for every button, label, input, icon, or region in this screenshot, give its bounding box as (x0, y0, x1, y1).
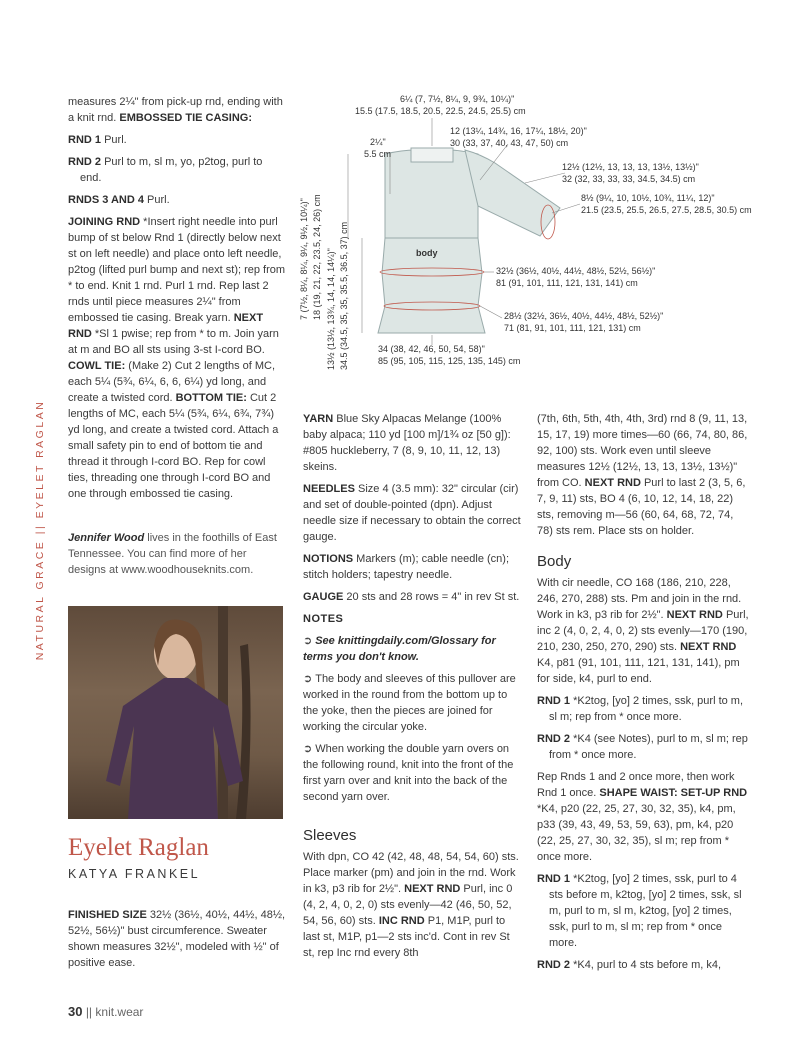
neck-width-label: 6¼ (7, 7½, 8¼, 9, 9¾, 10¼)" (400, 94, 515, 104)
casing-paragraph: measures 2¼" from pick-up rnd, ending with a knit rnd. EMBOSSED TIE CASING: (68, 96, 283, 124)
hip-cm-label: 85 (95, 105, 115, 125, 135, 145) cm (378, 356, 521, 366)
note-item: ➲ See knittingdaily.com/Glossary for terms you don't know. (303, 635, 496, 663)
sleeves-heading: Sleeves (303, 827, 357, 844)
notions-spec: NOTIONS Markers (m); cable needle (cn); stitch holders; tapestry needle. (303, 553, 510, 581)
cuff-label: 8½ (9¼, 10, 10½, 10¾, 11¼, 12)" (581, 193, 715, 203)
waist-cm-label: 71 (81, 91, 101, 111, 121, 131) cm (504, 323, 641, 333)
yoke-depth-label: 2¼" (370, 137, 386, 147)
yoke-depth-cm-label: 5.5 cm (364, 149, 392, 159)
waist-rnd-1: RND 1 *K2tog, [yo] 2 times, ssk, purl to 4 sts before m, k2tog, [yo] 2 times, ssk, sl m, purl to m, sl m, k2tog, [yo] 2 times, ssk, purl to m, sl m; rep from * once more. (537, 873, 742, 949)
note-item: ➲ The body and sleeves of this pullover are worked in the round from the bottom up to the yoke, then the pieces are joined for working the circular yoke. (303, 673, 516, 733)
waist-rnd-2: RND 2 *K4, purl to 4 sts before m, k4, (537, 959, 722, 971)
body-rnd-1: RND 1 *K2tog, [yo] 2 times, ssk, purl to m, sl m; rep from * once more. (537, 695, 744, 723)
bust-cm-label: 81 (91, 101, 111, 121, 131, 141) cm (496, 278, 638, 288)
designer-bio: Jennifer Wood lives in the foothills of East Tennessee. You can find more of her designs at www.woodhouseknits.com. (68, 532, 277, 576)
schematic-neck (411, 148, 453, 162)
joining-paragraph: JOINING RND *Insert right needle into purl bump of st below Rnd 1 (directly below next st on left needle) and place onto left needle, p2tog (lifted purl bump and next st); rep from * to end. Knit 1 rnd. Purl 1 rnd. Rep last 2 rnds until piece measures 2¼" from embossed tie casing. Break yarn. NEXT RND *Sl 1 pwise; rep from * to m. Join yarn at m and BO all sts using 3-st I-cord BO. COWL TIE: (Make 2) Cut 2 lengths of MC, each 5¼ (5¾, 6¼, 6, 6, 6¼) yd long, and create a twisted cord. BOTTOM TIE: Cut 2 lengths of MC, each 5¼ (5¾, 6¼, 6¾, 7¾) yd long, and create a twisted cord. Attach a small safety pin to end of bottom tie and thread it through I-cord BO. Rep for cowl ties, threading one through I-cord BO and one through embossed tie casing. (68, 216, 286, 500)
schematic-sleeve (465, 150, 560, 236)
section-sidebar (24, 380, 56, 680)
body-paragraph: With cir needle, CO 168 (186, 210, 228, 246, 270, 288) sts. Pm and join in the rnd. Work in k3, p3 rib for 2½". NEXT RND Purl, inc 2 (4, 0, 2, 4, 0, 2) sts evenly—170 (190, 210, 230, 250, 270, 290) sts. NEXT RND K4, p81 (91, 101, 111, 121, 131, 141), pm for side, k4, purl to end. (537, 577, 749, 685)
yoke-height-cm-label: 18 (19, 21, 22, 23.5, 24, 26) cm (312, 194, 322, 320)
waist-label: 28½ (32½, 36½, 40½, 44½, 48½, 52½)" (504, 311, 664, 321)
arrow-bullet-icon: ➲ (303, 635, 313, 647)
body-heading: Body (537, 553, 572, 570)
pattern-author: KATYA FRANKEL (68, 867, 201, 881)
instructions-column-3 (537, 411, 752, 979)
needles-spec: NEEDLES Size 4 (3.5 mm): 32" circular (cir) and set of double-pointed (dpn). Adjust needle size if necessary to obtain the correct gauge. (303, 483, 521, 543)
sleeve-length-label: 12½ (12½, 13, 13, 13, 13½, 13½)" (562, 162, 699, 172)
garment-schematic (290, 88, 770, 378)
schematic-yoke (385, 150, 478, 238)
body-rnd-2: RND 2 *K4 (see Notes), purl to m, sl m; rep from * once more. (537, 733, 748, 761)
neck-width-cm-label: 15.5 (17.5, 18.5, 20.5, 22.5, 24.5, 25.5) cm (355, 106, 526, 116)
cuff-cm-label: 21.5 (23.5, 25.5, 26.5, 27.5, 28.5, 30.5) cm (581, 205, 752, 215)
arrow-bullet-icon: ➲ (303, 743, 313, 755)
sleeves-continued: (7th, 6th, 5th, 4th, 4th, 3rd) rnd 8 (9, 11, 13, 15, 17, 19) more times—60 (66, 74, 80, 86, 92, 100) sts. Work even until sleeve measures 12½ (12½, 13, 13, 13½, 13½)" from CO. NEXT RND Purl to last 2 (3, 5, 6, 7, 9, 11) sts, BO 4 (6, 10, 12, 14, 18, 22) sts, removing m—56 (60, 64, 68, 72, 74, 78) sts rem. Place sts on holder. (537, 413, 748, 537)
upper-arm-label: 12 (13¼, 14¾, 16, 17¼, 18½, 20)" (450, 126, 587, 136)
finished-size: FINISHED SIZE 32½ (36½, 40½, 44½, 48½, 52½, 56½)" bust circumference. Sweater shown measures 32½", modeled with ½" of positive ease. (68, 909, 286, 969)
instructions-column-1 (68, 94, 286, 508)
page-number: 30 (68, 1004, 83, 1019)
magazine-name: knit.wear (95, 1005, 144, 1019)
casing-rnds-3-4: RNDS 3 AND 4 Purl. (68, 194, 170, 206)
casing-rnd-1: RND 1 Purl. (68, 134, 127, 146)
footer-divider: || (85, 1005, 96, 1019)
gauge-spec: GAUGE 20 sts and 28 rows = 4" in rev St st. (303, 591, 520, 603)
yoke-height-label: 7 (7½, 8¼, 8¼, 9¼, 9½, 10¼)" (299, 198, 309, 320)
casing-rnd-2: RND 2 Purl to m, sl m, yo, p2tog, purl to end. (68, 156, 263, 184)
sleeve-length-cm-label: 32 (32, 33, 33, 33, 34.5, 34.5) cm (562, 174, 696, 184)
note-item: ➲ When working the double yarn overs on the following round, knit into the front of the first yarn over and knit into the back of the second yarn over. (303, 743, 514, 803)
body-label: body (416, 248, 438, 258)
sidebar-label: NATURAL GRACE || EYELET RAGLAN (34, 399, 46, 661)
sweater-photo (68, 606, 283, 819)
body-length-label: 13½ (13½, 13¾, 14, 14, 14¼)" (326, 248, 336, 370)
hip-label: 34 (38, 42, 46, 50, 54, 58)" (378, 344, 485, 354)
instructions-column-2 (303, 411, 521, 967)
model-image (68, 606, 283, 819)
bust-label: 32½ (36½, 40½, 44½, 48½, 52½, 56½)" (496, 266, 656, 276)
upper-arm-cm-label: 30 (33, 37, 40, 43, 47, 50) cm (450, 138, 569, 148)
yarn-spec: YARN Blue Sky Alpacas Melange (100% baby alpaca; 110 yd [100 m]/1¾ oz [50 g]): #805 huckleberry, 7 (8, 9, 10, 11, 12, 13) skeins. (303, 413, 511, 473)
page-footer (68, 1004, 143, 1020)
sleeves-paragraph: With dpn, CO 42 (42, 48, 48, 54, 54, 60) sts. Place marker (pm) and join in the rnd. Work in k3, p3 rib for 2½". NEXT RND Purl, inc 0 (4, 2, 4, 0, 2, 0) sts evenly—42 (46, 50, 52, 54, 56, 60) sts. INC RND P1, M1P, purl to last st, M1P, p1—2 sts inc'd. Cont in rev St st, rep Inc rnd every 8th (303, 851, 519, 959)
body-length-cm-label: 34.5 (34.5, 35, 35, 35.5, 36.5, 37) cm (339, 221, 349, 370)
notes-heading: NOTES (303, 613, 344, 625)
pattern-title: Eyelet Raglan (68, 834, 209, 861)
shape-waist-paragraph: Rep Rnds 1 and 2 once more, then work Rnd 1 once. SHAPE WAIST: SET-UP RND *K4, p20 (22, 25, 27, 30, 32, 35), k4, pm, p33 (39, 43, 49, 53, 59, 63), pm, k4, p20 (22, 25, 27, 30, 32, 35), sl m; rep from * once more. (537, 771, 748, 863)
arrow-bullet-icon: ➲ (303, 673, 313, 685)
